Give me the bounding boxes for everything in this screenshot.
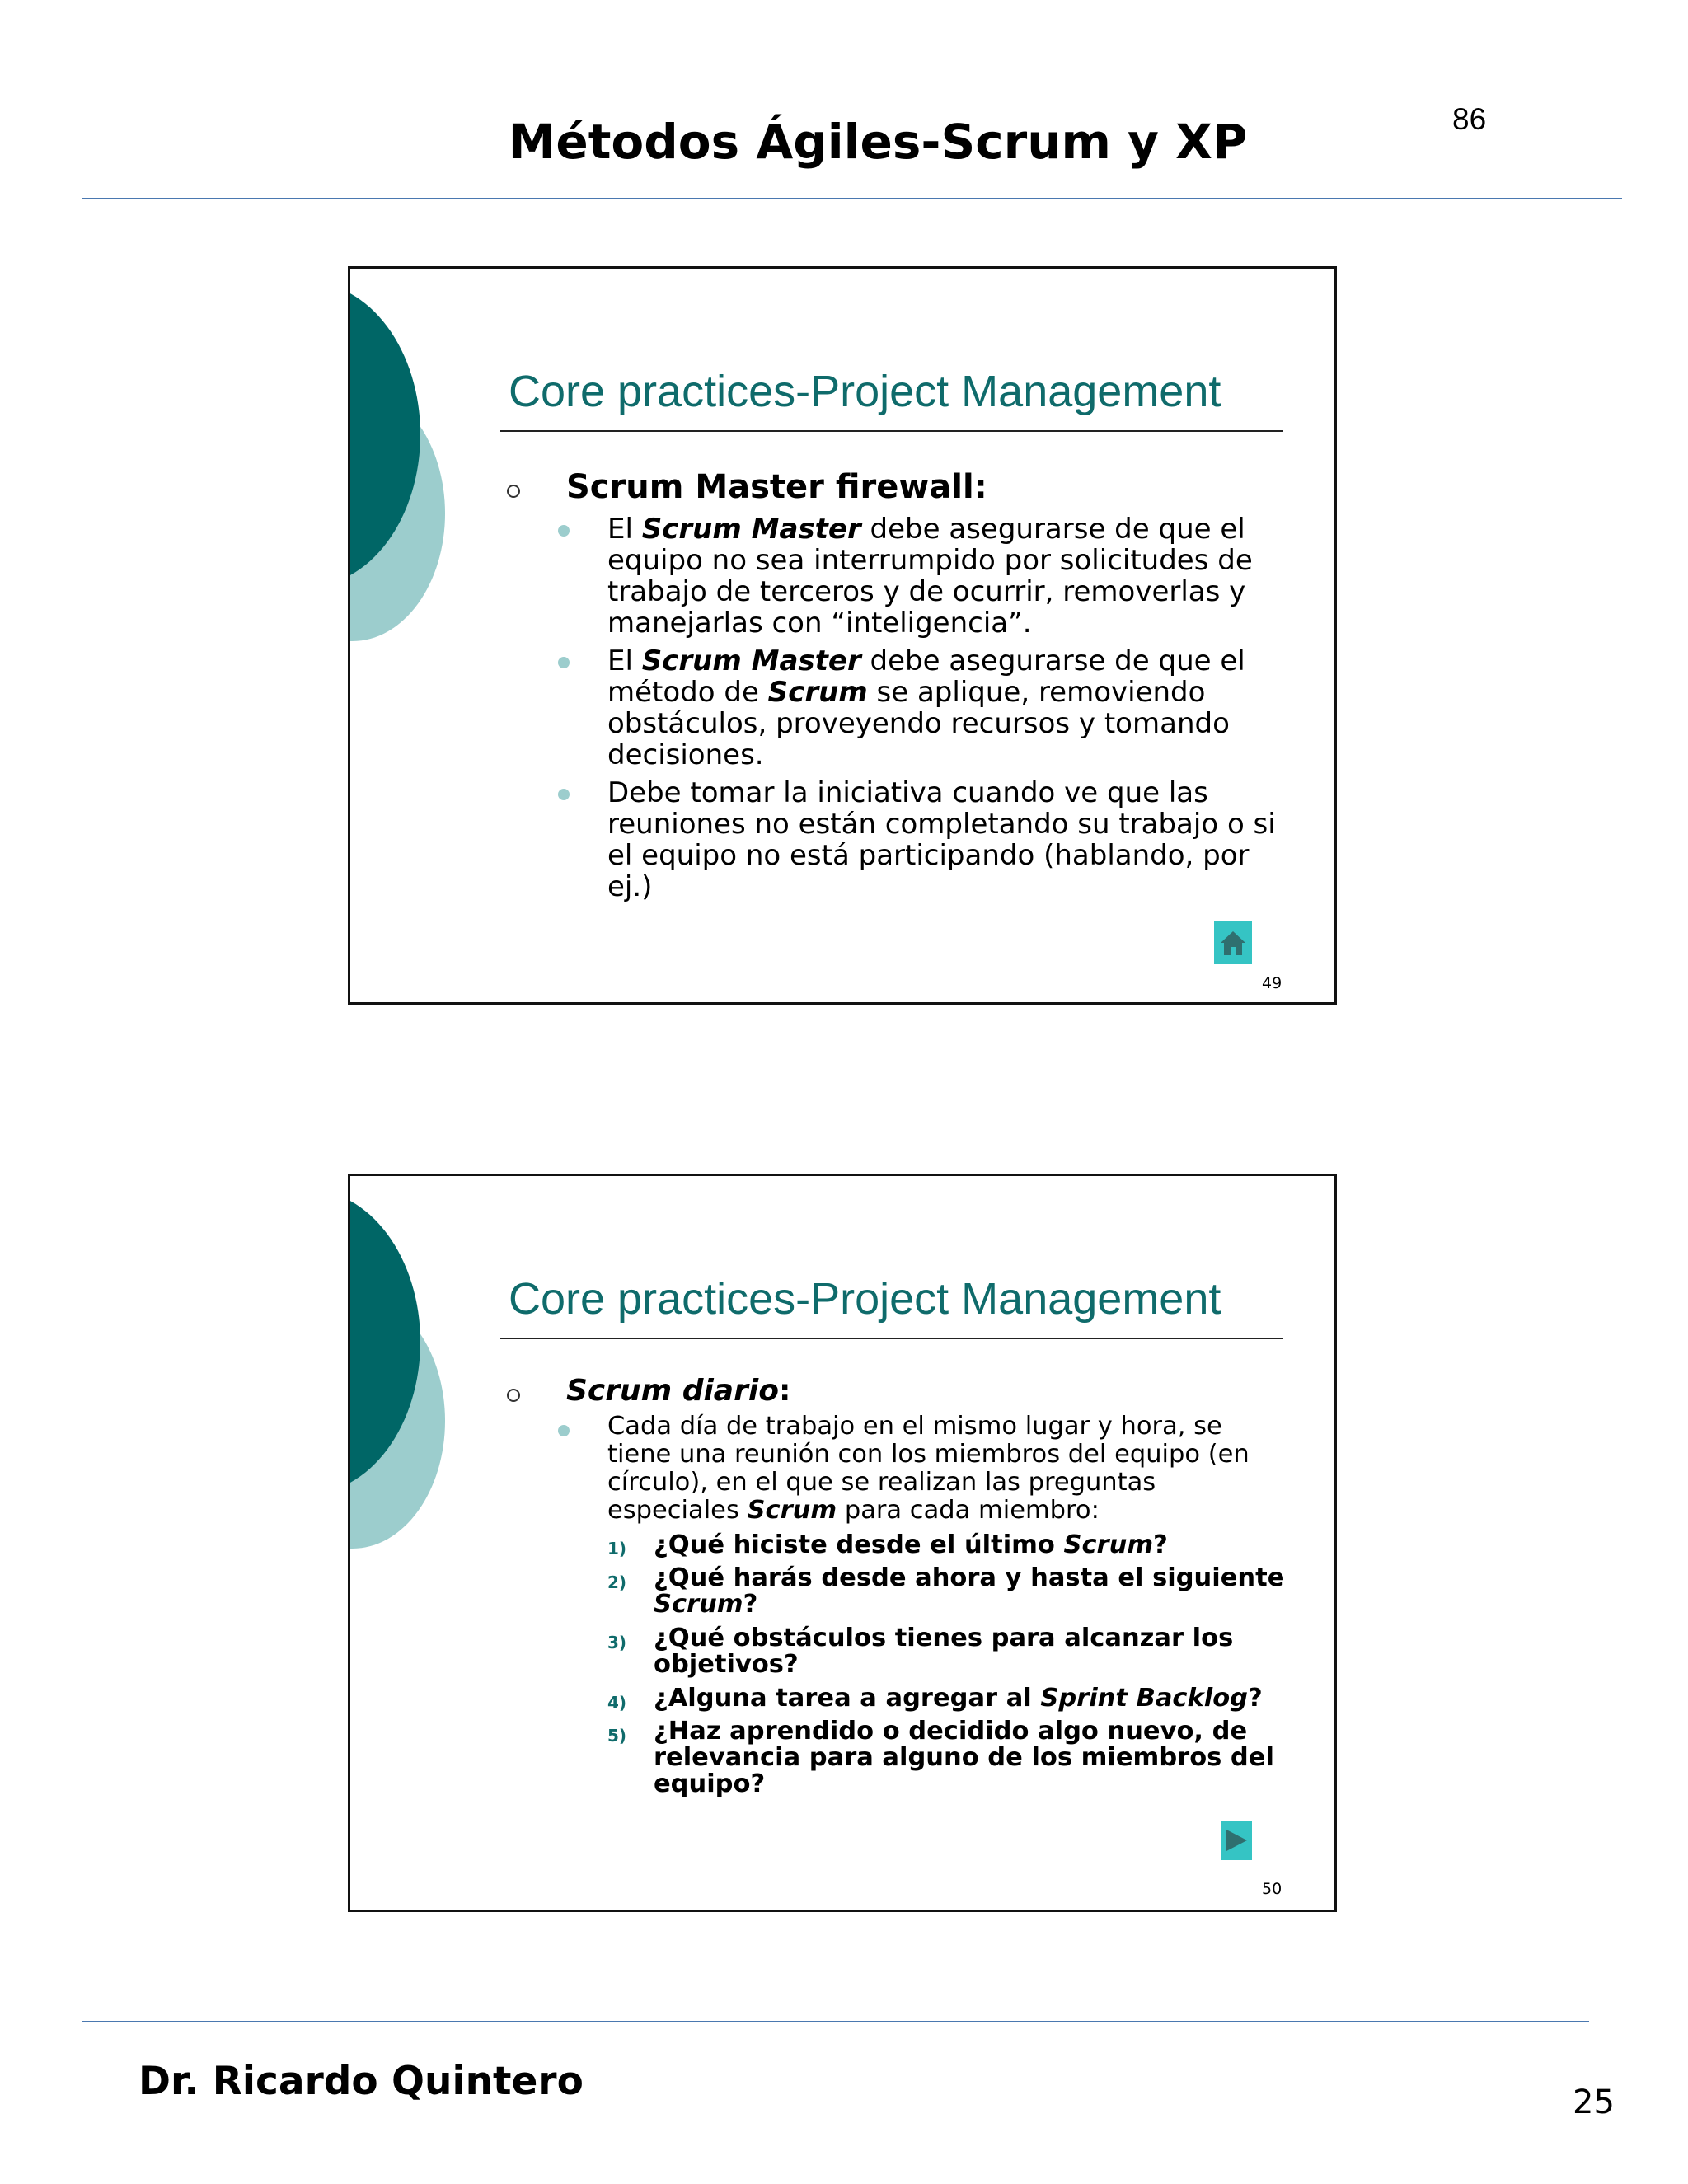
bullet-text: Cada día de trabajo en el mismo lugar y hora, se tiene una reunión con los miembros del equipo (en círculo), en el que se realizan las preguntas especiales Scrum para cada miembro: (607, 1412, 1250, 1525)
slide-heading: Core practices-Project Management (509, 1274, 1221, 1324)
question-text: ¿Qué obstáculos tienes para alcanzar los objetivos? (654, 1624, 1234, 1679)
section-title: Scrum Master firewall: (566, 468, 987, 506)
bullet-dot-icon (558, 789, 570, 800)
bullet-dot-icon (558, 657, 570, 668)
question-number: 1) (607, 1539, 627, 1558)
slide-heading: Core practices-Project Management (509, 367, 1221, 416)
next-slide-button[interactable] (1221, 1821, 1252, 1860)
hollow-bullet-icon (507, 485, 520, 498)
slide-heading-rule (500, 1338, 1283, 1339)
author-name: Dr. Ricardo Quintero (138, 2059, 584, 2104)
question-text: ¿Qué harás desde ahora y hasta el siguiente Scrum? (654, 1563, 1285, 1619)
page-title: Métodos Ágiles-Scrum y XP (508, 114, 1248, 170)
home-icon (1214, 921, 1252, 964)
question-text: ¿Alguna tarea a agregar al Sprint Backlog? (654, 1684, 1263, 1713)
bullet-dot-icon (558, 1425, 570, 1436)
question-text: ¿Haz aprendido o decidido algo nuevo, de relevancia para alguno de los miembros del equipo? (654, 1717, 1274, 1798)
slide-number: 49 (1262, 974, 1282, 992)
question-text: ¿Qué hiciste desde el último Scrum? (654, 1530, 1168, 1559)
home-button[interactable] (1214, 921, 1252, 964)
page-number-bottom: 25 (1573, 2083, 1615, 2121)
play-next-icon (1221, 1821, 1252, 1860)
page-number-top: 86 (1452, 102, 1487, 136)
question-number: 2) (607, 1572, 627, 1592)
footer-divider (82, 2021, 1589, 2022)
question-number: 3) (607, 1633, 627, 1652)
bullet-text: Debe tomar la iniciativa cuando ve que las reuniones no están completando su trabajo o si el equipo no está participando (hablando, por ej.) (607, 776, 1276, 903)
section-title: Scrum diario: (566, 1374, 791, 1408)
bullet-text: El Scrum Master debe asegurarse de que el método de Scrum se aplique, removiendo obstáculos, proveyendo recursos y tomando decisiones. (607, 644, 1245, 771)
question-number: 5) (607, 1726, 627, 1746)
slide-heading-rule (500, 430, 1283, 432)
slide-50 (348, 1174, 1337, 1912)
question-number: 4) (607, 1693, 627, 1713)
slide-49 (348, 266, 1337, 1005)
hollow-bullet-icon (507, 1389, 520, 1402)
header-divider (82, 198, 1622, 199)
bullet-dot-icon (558, 525, 570, 537)
bullet-text: El Scrum Master debe asegurarse de que el equipo no sea interrumpido por solicitudes de trabajo de terceros y de ocurrir, removerlas y manejarlas con “inteligencia”. (607, 513, 1253, 640)
slide-number: 50 (1262, 1880, 1282, 1898)
